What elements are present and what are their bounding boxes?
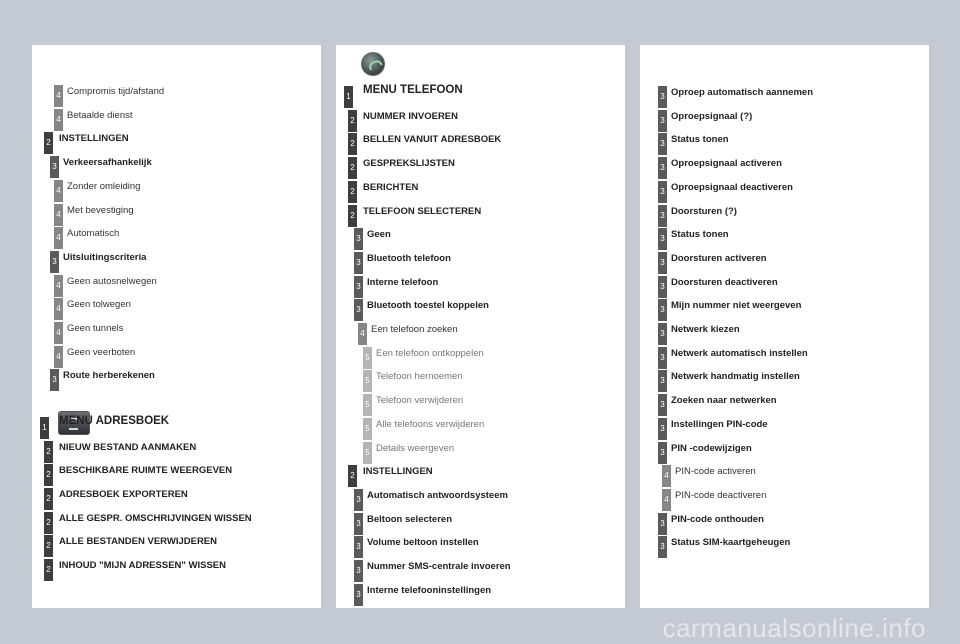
menu-item-label: Een telefoon ontkoppelen: [376, 347, 484, 359]
menu-level-badge: 2: [44, 464, 53, 486]
menu-item-label: Details weergeven: [376, 442, 455, 454]
menu-item-label: INSTELLINGEN: [363, 466, 433, 478]
menu-level-badge: 2: [44, 559, 53, 581]
menu-level-badge: 3: [658, 157, 667, 179]
menu-item-label: Nummer SMS-centrale invoeren: [367, 561, 511, 572]
menu-item-label: Netwerk handmatig instellen: [671, 371, 800, 383]
menu-level-badge: 3: [658, 86, 667, 108]
menu-item-label: NIEUW BESTAND AANMAKEN: [59, 441, 197, 453]
menu-level-badge: 3: [354, 513, 363, 535]
menu-item-label: Geen tolwegen: [67, 299, 131, 311]
menu-level-badge: 5: [363, 347, 372, 369]
menu-item-label: Betaalde dienst: [67, 109, 133, 121]
menu-level-badge: 3: [658, 133, 667, 155]
menu-level-badge: 2: [348, 465, 357, 487]
menu-level-badge: 5: [363, 442, 372, 464]
menu-level-badge: 3: [658, 205, 667, 227]
menu-level-badge: 3: [658, 299, 667, 321]
menu-item-label: Compromis tijd/afstand: [67, 86, 165, 97]
menu-level-badge: 4: [54, 346, 63, 368]
menu-level-badge: 2: [348, 133, 357, 155]
menu-item-label: Status tonen: [671, 134, 729, 146]
menu-level-badge: 3: [354, 536, 363, 558]
menu-panel-navigation: [32, 45, 321, 608]
menu-item-label: Bluetooth telefoon: [367, 252, 451, 264]
menu-item-label: Beltoon selecteren: [367, 513, 452, 525]
menu-item-label: Zoeken naar netwerken: [671, 395, 777, 407]
menu-item-label: TELEFOON SELECTEREN: [363, 205, 482, 217]
menu-level-badge: 2: [348, 181, 357, 203]
telephone-icon: [361, 52, 385, 76]
menu-item-label: Status tonen: [671, 229, 729, 241]
menu-level-badge: 5: [363, 394, 372, 416]
menu-item-label: MENU ADRESBOEK: [59, 414, 170, 427]
menu-item-label: Automatisch: [67, 228, 120, 240]
menu-item-label: INSTELLINGEN: [59, 133, 129, 145]
menu-item-label: Met bevestiging: [67, 204, 134, 216]
menu-item-label: Doorsturen deactiveren: [671, 276, 778, 288]
menu-item-label: Verkeersafhankelijk: [63, 157, 152, 169]
menu-item-label: BELLEN VANUIT ADRESBOEK: [363, 134, 502, 146]
menu-level-badge: 5: [363, 370, 372, 392]
menu-item-label: Geen: [367, 229, 391, 241]
menu-level-badge: 4: [662, 465, 671, 487]
menu-panel-telephone: [336, 45, 625, 608]
menu-item-label: Geen autosnelwegen: [67, 275, 157, 287]
menu-item-label: Doorsturen (?): [671, 205, 737, 217]
menu-level-badge: 3: [658, 181, 667, 203]
menu-level-badge: 3: [354, 489, 363, 511]
menu-item-label: PIN-code deactiveren: [675, 489, 767, 501]
menu-level-badge: 4: [54, 180, 63, 202]
menu-item-label: Uitsluitingscriteria: [63, 251, 147, 263]
menu-level-badge: 4: [54, 109, 63, 131]
menu-level-badge: 3: [354, 560, 363, 582]
menu-item-label: Route herberekenen: [63, 370, 155, 382]
menu-level-badge: 4: [54, 85, 63, 107]
menu-item-label: Zonder omleiding: [67, 180, 141, 192]
menu-level-badge: 4: [54, 322, 63, 344]
menu-level-badge: 3: [354, 276, 363, 298]
menu-item-label: INHOUD "MIJN ADRESSEN" WISSEN: [59, 560, 227, 571]
menu-level-badge: 2: [348, 205, 357, 227]
menu-item-label: Oproepsignaal (?): [671, 110, 753, 122]
menu-item-label: ALLE GESPR. OMSCHRIJVINGEN WISSEN: [59, 512, 252, 524]
menu-level-badge: 3: [658, 370, 667, 392]
menu-level-badge: 3: [354, 299, 363, 321]
menu-level-badge: 3: [658, 394, 667, 416]
menu-level-badge: 2: [44, 488, 53, 510]
menu-item-label: Netwerk kiezen: [671, 324, 740, 335]
menu-level-badge: 3: [658, 110, 667, 132]
menu-level-badge: 3: [658, 442, 667, 464]
menu-item-label: Geen veerboten: [67, 346, 136, 358]
menu-item-label: BERICHTEN: [363, 181, 419, 193]
menu-item-label: BESCHIKBARE RUIMTE WEERGEVEN: [59, 465, 233, 477]
menu-level-badge: 3: [354, 228, 363, 250]
menu-item-label: Instellingen PIN-code: [671, 418, 768, 430]
menu-level-badge: 2: [44, 535, 53, 557]
menu-item-label: Bluetooth toestel koppelen: [367, 300, 489, 312]
menu-item-label: PIN-code onthouden: [671, 513, 764, 525]
menu-panel-telephone-settings: [640, 45, 929, 608]
menu-level-badge: 3: [50, 369, 59, 391]
menu-level-badge: 3: [658, 323, 667, 345]
menu-level-badge: 4: [662, 489, 671, 511]
menu-item-label: Interne telefoon: [367, 276, 439, 288]
menu-level-badge: 3: [658, 418, 667, 440]
menu-level-badge: 5: [363, 418, 372, 440]
menu-item-label: Mijn nummer niet weergeven: [671, 300, 802, 312]
menu-item-label: Oproepsignaal deactiveren: [671, 181, 793, 193]
menu-level-badge: 3: [658, 347, 667, 369]
menu-level-badge: 3: [658, 228, 667, 250]
menu-level-badge: 4: [358, 323, 367, 345]
menu-item-label: ALLE BESTANDEN VERWIJDEREN: [59, 536, 217, 548]
menu-level-badge: 3: [658, 276, 667, 298]
menu-level-badge: 3: [354, 584, 363, 606]
menu-level-badge: 3: [354, 252, 363, 274]
menu-item-label: Netwerk automatisch instellen: [671, 347, 808, 359]
menu-item-label: Status SIM-kaartgeheugen: [671, 537, 791, 549]
watermark: carmanualsonline.info: [662, 613, 926, 643]
menu-level-badge: 4: [54, 275, 63, 297]
menu-item-label: PIN-code activeren: [675, 466, 756, 478]
menu-level-badge: 3: [658, 536, 667, 558]
menu-level-badge: 2: [44, 441, 53, 463]
menu-level-badge: 1: [40, 417, 49, 439]
menu-item-label: Doorsturen activeren: [671, 252, 767, 264]
menu-item-label: Telefoon hernoemen: [376, 371, 463, 383]
menu-item-label: Alle telefoons verwijderen: [376, 418, 485, 430]
menu-item-label: PIN -codewijzigen: [671, 442, 752, 454]
menu-level-badge: 3: [658, 513, 667, 535]
menu-level-badge: 3: [50, 156, 59, 178]
menu-item-label: GESPREKSLIJSTEN: [363, 158, 455, 170]
menu-item-label: Oproepsignaal activeren: [671, 158, 782, 170]
menu-item-label: Volume beltoon instellen: [367, 537, 479, 549]
menu-level-badge: 4: [54, 204, 63, 226]
menu-level-badge: 3: [50, 251, 59, 273]
menu-item-label: Een telefoon zoeken: [371, 324, 458, 335]
menu-level-badge: 2: [44, 512, 53, 534]
menu-level-badge: 2: [348, 157, 357, 179]
menu-item-label: NUMMER INVOEREN: [363, 110, 459, 122]
menu-level-badge: 2: [44, 132, 53, 154]
menu-item-label: Interne telefooninstellingen: [367, 584, 492, 596]
menu-item-label: Oproep automatisch aannemen: [671, 87, 814, 98]
menu-item-label: Geen tunnels: [67, 323, 124, 334]
menu-level-badge: 1: [344, 86, 353, 108]
menu-level-badge: 4: [54, 227, 63, 249]
menu-item-label: ADRESBOEK EXPORTEREN: [59, 488, 188, 500]
menu-item-label: MENU TELEFOON: [363, 84, 463, 96]
menu-level-badge: 4: [54, 298, 63, 320]
menu-item-label: Automatisch antwoordsysteem: [367, 489, 508, 501]
menu-level-badge: 3: [658, 252, 667, 274]
menu-level-badge: 2: [348, 110, 357, 132]
menu-item-label: Telefoon verwijderen: [376, 395, 464, 407]
